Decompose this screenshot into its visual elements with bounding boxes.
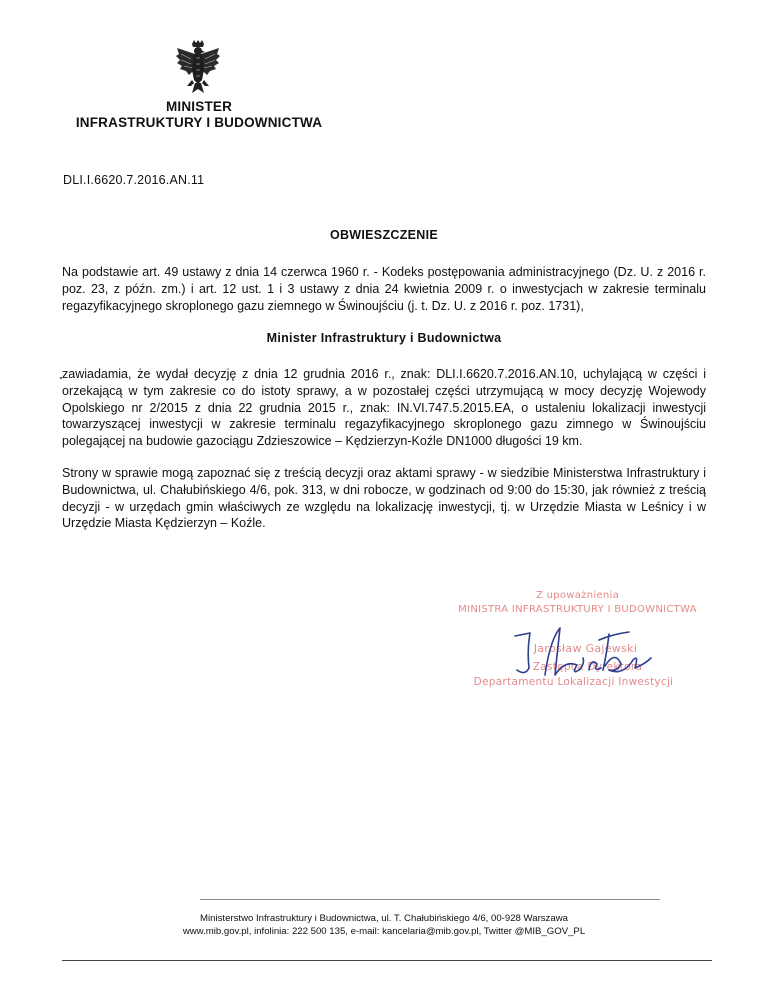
page-bottom-rule bbox=[62, 960, 712, 961]
decision-paragraph: zawiadamia, że wydał decyzję z dnia 12 grudnia 2016 r., znak: DLI.I.6620.7.2016.AN.10, uchylającą w części i orzekającą w tym zakresie co do istoty sprawy, a w pozostałej części utrzymującą w mocy decyzję Wojewody Opolskiego nr 2/2015 z dnia 22 grudnia 2015 r., znak: IN.VI.747.5.2015.EA, o ustaleniu lokalizacji inwestycji towarzyszącej inwestycji w zakresie terminalu regazyfikacyjnego skroplonego gazu zimnego w Świnoujściu polegającej na budowie gazociągu Zdzieszowice – Kędzierzyn-Koźle DN1000 długości 19 km. bbox=[62, 367, 706, 449]
ministry-name-line1: MINISTER bbox=[165, 99, 233, 114]
legal-basis-paragraph: Na podstawie art. 49 ustawy z dnia 14 czerwca 1960 r. - Kodeks postępowania administracyjnego (Dz. U. z 2016 r. poz. 23, z późn. zm.) i art. 12 ust. 1 i 3 ustawy z dnia 24 kwietnia 2009 r. o inwestycjach w zakresie terminalu regazyfikacyjnego skroplonego gazu ziemnego w Świnoujściu (j. t. Dz. U. z 2016 r. poz. 1731), bbox=[62, 265, 706, 313]
ministry-name bbox=[62, 99, 336, 131]
stamp-signatory-name: Jarosław Gajewski bbox=[533, 642, 638, 655]
footer-address: Ministerstwo Infrastruktury i Budownictwa, ul. T. Chałubińskiego 4/6, 00-928 Warszawa bbox=[200, 913, 568, 924]
handwritten-signature bbox=[505, 620, 655, 695]
access-info-paragraph: Strony w sprawie mogą zapoznać się z treścią decyzji oraz aktami sprawy - w siedzibie Ministerstwa Infrastruktury i Budownictwa, ul. Chałubińskiego 4/6, pok. 313, w dni robocze, w godzinach od 9:00 do 15:30, jak również z treścią decyzji - w urzędach gmin właściwych ze względu na lokalizację inwestycji, tj. w Urzędzie Miasta w Leśnicy i w Urzędzie Miasta Kędzierzyn – Koźle. bbox=[62, 466, 706, 531]
polish-eagle-emblem-icon bbox=[175, 40, 221, 96]
ministry-name-line2: INFRASTRUKTURY I BUDOWNICTWA bbox=[75, 115, 323, 130]
stamp-department: Departamentu Lokalizacji Inwestycji bbox=[473, 676, 674, 688]
stamp-position: Zastępca Dyrektora bbox=[532, 661, 643, 673]
stamp-line1: Z upoważnienia bbox=[535, 590, 620, 601]
footer-divider bbox=[200, 899, 660, 900]
stamp-line2: MINISTRA INFRASTRUKTURY I BUDOWNICTWA bbox=[458, 604, 697, 615]
authority-heading: Minister Infrastruktury i Budownictwa bbox=[266, 331, 502, 345]
document-title: OBWIESZCZENIE bbox=[329, 228, 439, 242]
footer-contact: www.mib.gov.pl, infolinia: 222 500 135, e-mail: kancelaria@mib.gov.pl, Twitter @MIB_GOV_PL bbox=[182, 926, 586, 937]
document-reference: DLI.I.6620.7.2016.AN.11 bbox=[63, 173, 205, 187]
